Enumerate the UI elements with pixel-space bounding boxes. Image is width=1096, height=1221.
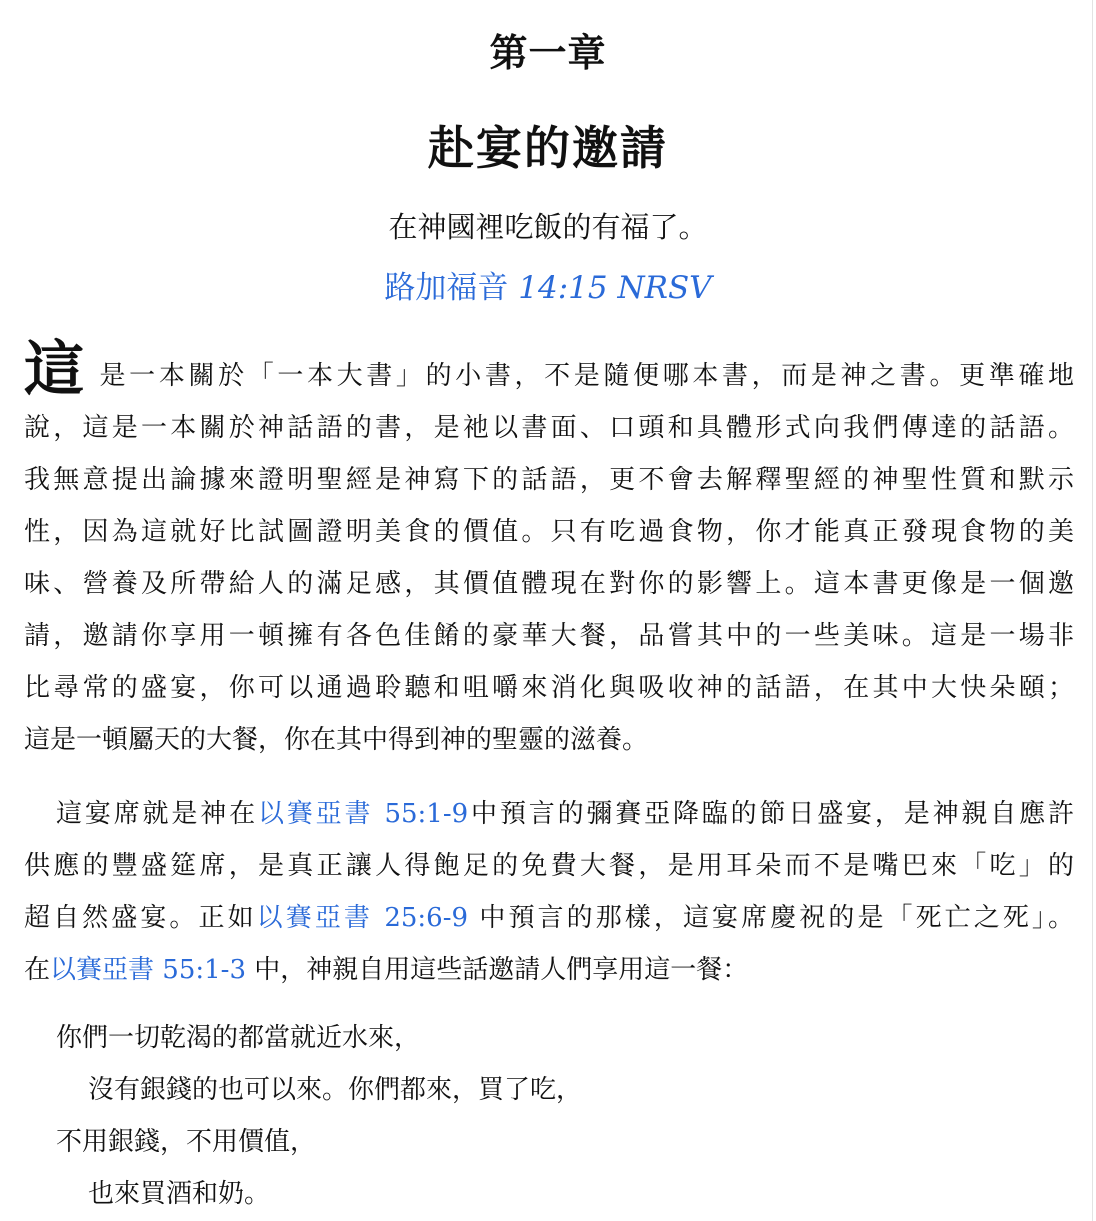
epigraph-ref-verse: 14:15 NRSV (518, 270, 712, 306)
para2-line-3 (24, 892, 1074, 944)
epigraph-quote: 在神國裡吃飯的有福了。 (388, 210, 708, 244)
scripture-link-isaiah-55-1-9[interactable] (258, 799, 468, 829)
poem-line-3: 不用銀錢，不用價值， (56, 1127, 317, 1157)
ref2-book: 以賽亞書 (256, 903, 385, 933)
para1-line-3: 我無意提出論據來證明聖經是神寫下的話語，更不會去解釋聖經的神聖性質和默示 (24, 465, 1074, 495)
drop-cap: 這 (24, 335, 88, 405)
para1-text: 是一本關於「一本大書」的小書，不是隨便哪本書，而是神之書。更準確地 (87, 361, 1075, 391)
body-paragraph-2 (24, 788, 1074, 996)
para2-text: 中，神親自用這些話邀請人們享用這一餐： (246, 955, 749, 985)
para2-line-1 (24, 788, 1074, 840)
scripture-link-isaiah-25-6-9[interactable] (257, 903, 468, 933)
para1-line-4: 性，因為這就好比試圖證明美食的價值。只有吃過食物，你才能真正發現食物的美 (24, 517, 1074, 547)
epigraph-reference-link[interactable] (0, 262, 1096, 307)
para2-text: 中預言的彌賽亞降臨的節日盛宴，是神親自應許 (468, 799, 1074, 829)
para1-line-8: 這是一頓屬天的大餐，你在其中得到神的聖靈的滋養。 (24, 725, 649, 755)
poem-line-1: 你們一切乾渴的都當就近水來， (56, 1023, 421, 1053)
para2-line-4 (24, 944, 1074, 996)
chapter-heading: 第一章 (489, 31, 607, 75)
page-edge-divider (1092, 0, 1093, 1221)
para2-line-2: 供應的豐盛筵席，是真正讓人得飽足的免費大餐，是用耳朵而不是嘴巴來「吃」的 (24, 851, 1074, 881)
chapter-title: 赴宴的邀請 (428, 121, 668, 175)
para1-line-6: 請，邀請你享用一頓擁有各色佳餚的豪華大餐，品嘗其中的一些美味。這是一場非 (24, 621, 1074, 651)
para1-line-2: 說，這是一本關於神話語的書，是祂以書面、口頭和具體形式向我們傳達的話語。 (24, 413, 1074, 443)
ref3-verse: 55:1-3 (162, 955, 246, 985)
para2-text: 這宴席就是神在 (56, 799, 258, 829)
ref1-book: 以賽亞書 (257, 799, 385, 829)
para2-text: 在 (24, 955, 51, 985)
poem-line-4: 也來買酒和奶。 (88, 1179, 271, 1209)
poem-line-2: 沒有銀錢的也可以來。你們都來，買了吃， (88, 1075, 583, 1105)
para2-text: 中預言的那樣，這宴席慶祝的是「死亡之死」。 (468, 903, 1075, 933)
body-paragraph-1 (24, 335, 1075, 766)
para1-line-5: 味、營養及所帶給人的滿足感，其價值體現在對你的影響上。這本書更像是一個邀 (24, 569, 1074, 599)
ref2-verse: 25:6-9 (384, 903, 469, 933)
ref3-book: 以賽亞書 (50, 955, 163, 985)
epigraph-ref-book: 路加福音 (384, 270, 519, 306)
ref1-verse: 55:1-9 (384, 799, 469, 829)
para1-line-1 (24, 335, 1075, 405)
scripture-quote-block (56, 1012, 582, 1220)
scripture-link-isaiah-55-1-3[interactable] (50, 955, 246, 985)
para1-line-7: 比尋常的盛宴，你可以通過聆聽和咀嚼來消化與吸收神的話語，在其中大快朵頤； (24, 673, 1074, 703)
para2-text: 超自然盛宴。正如 (24, 903, 257, 933)
